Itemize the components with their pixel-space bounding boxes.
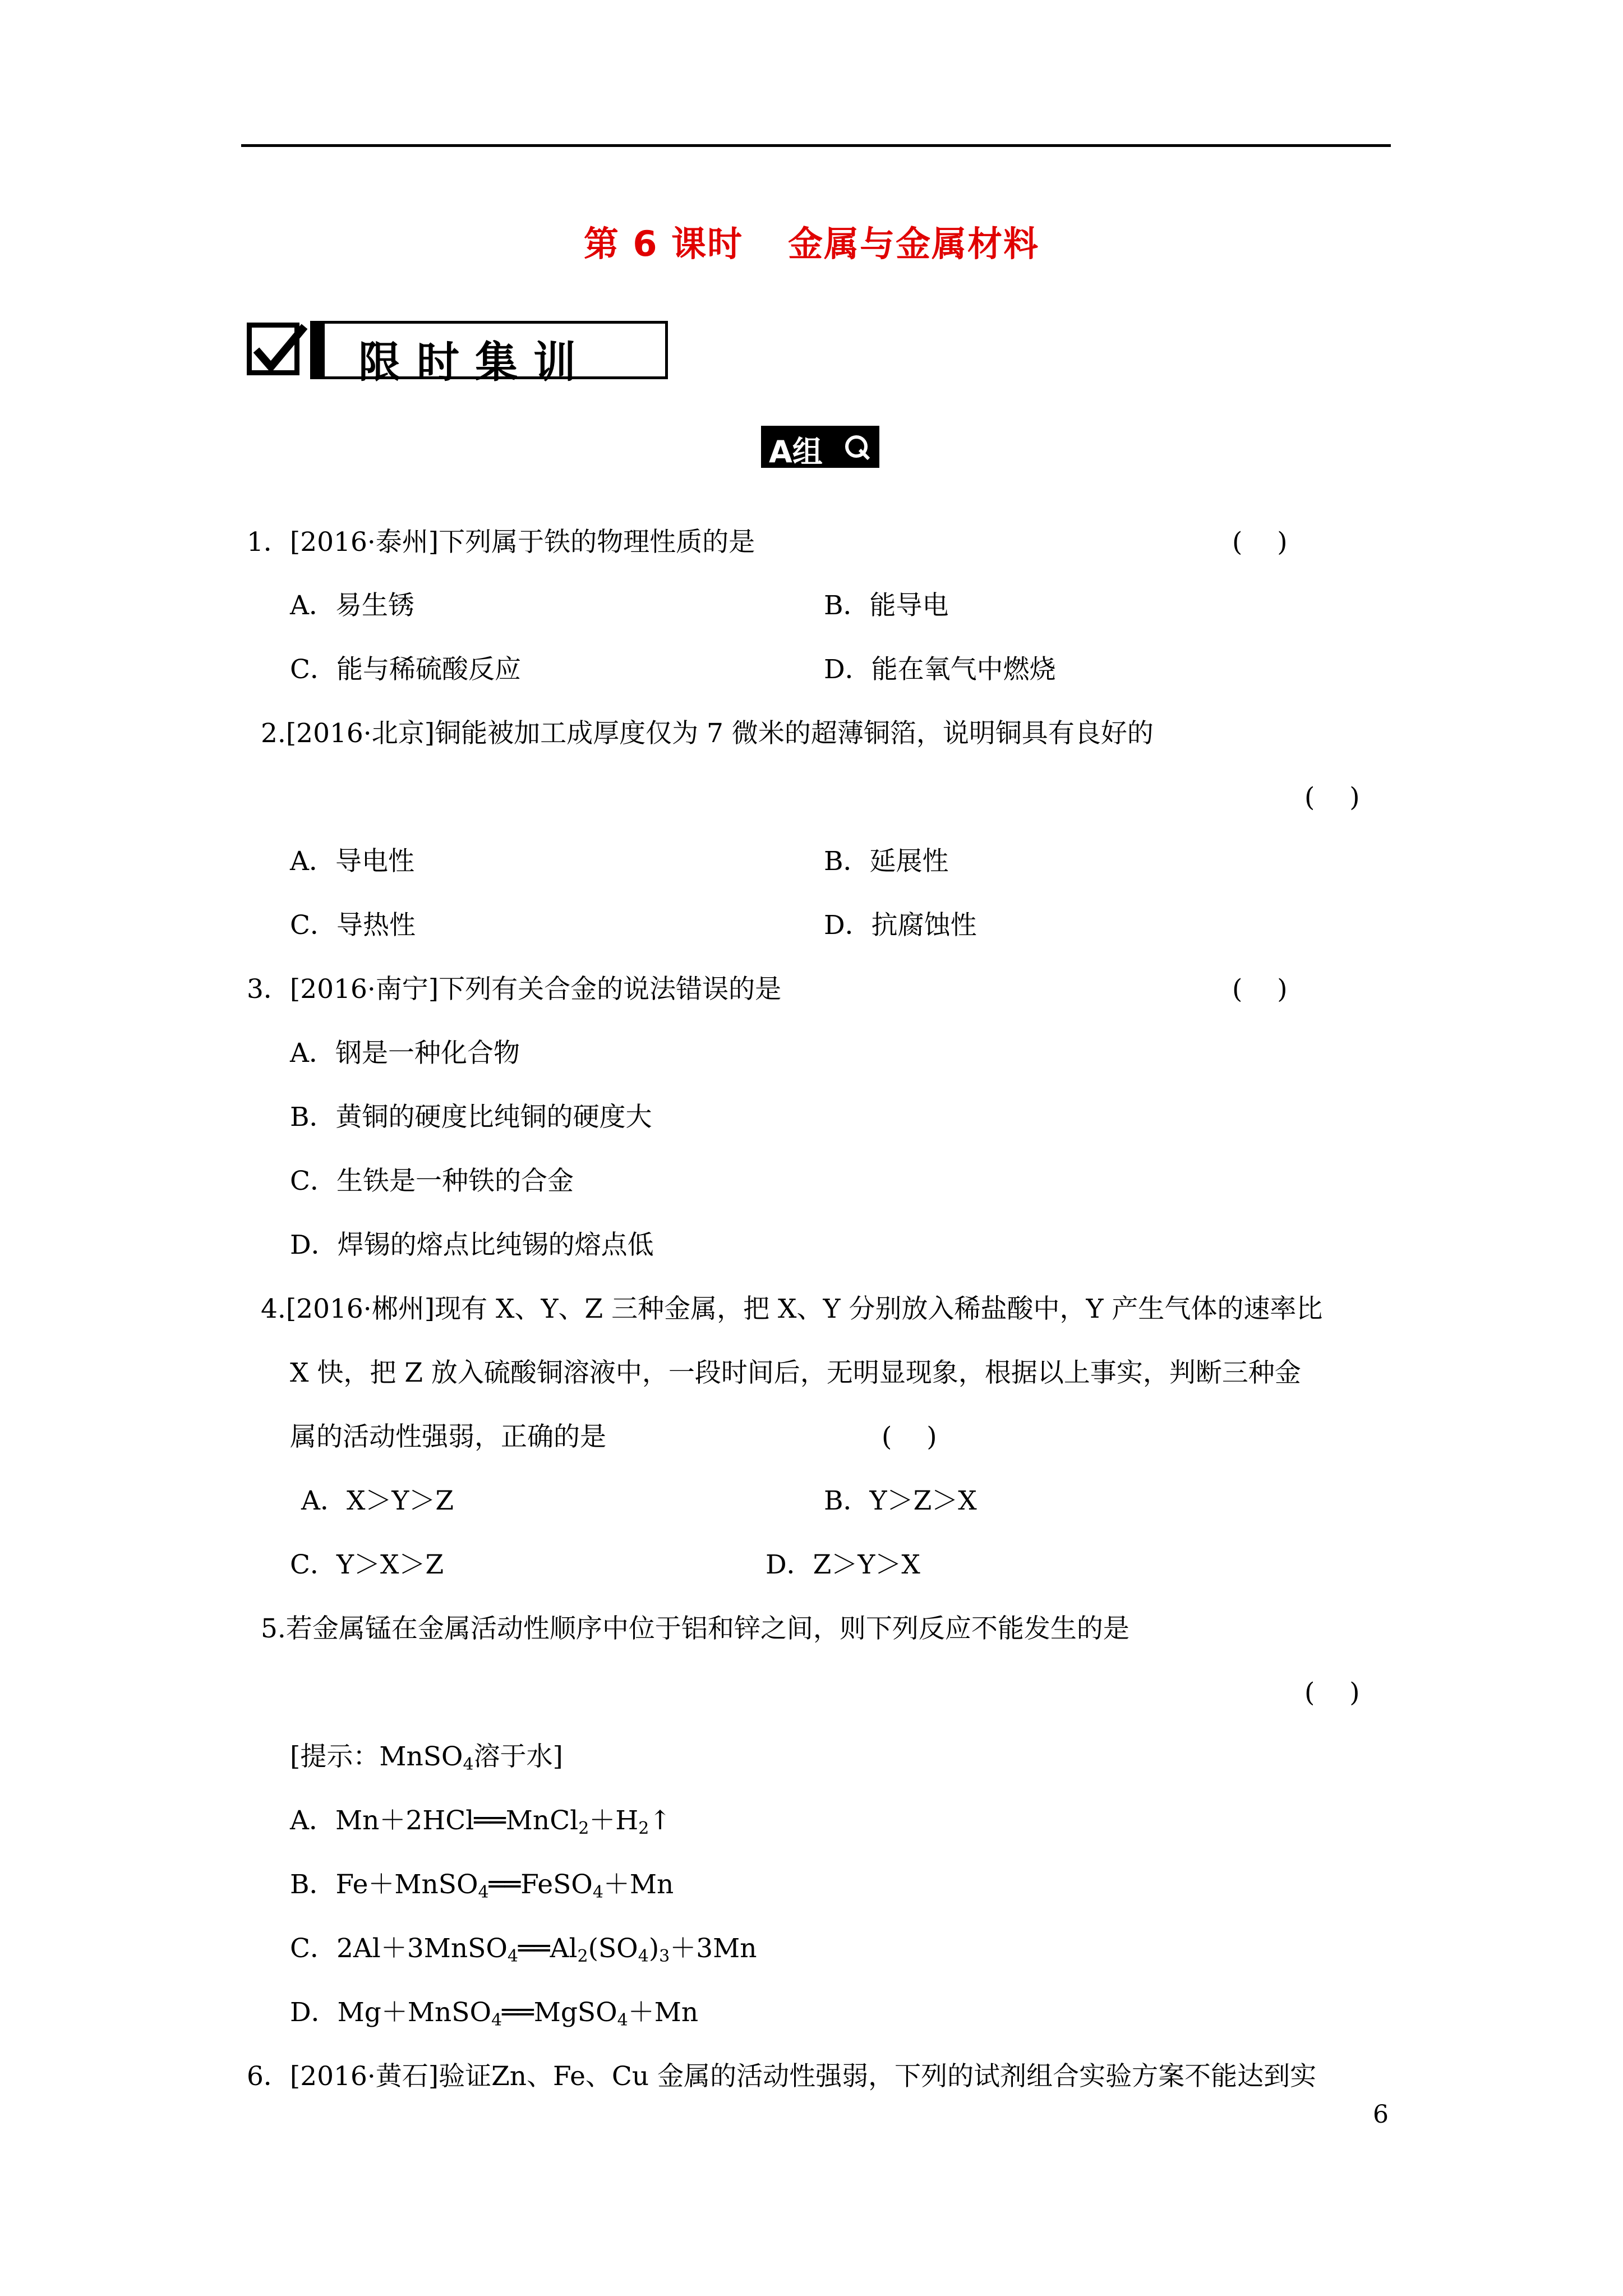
q1-option-a: A．易生锈 bbox=[290, 590, 414, 621]
q2-answer-blank: ( ) bbox=[1304, 782, 1360, 813]
q3-option-c: C．生铁是一种铁的合金 bbox=[290, 1166, 574, 1197]
q4-stem-line1: 4.[2016·郴州]现有 X、Y、Z 三种金属，把 X、Y 分别放入稀盐酸中，Y 产生气体的速率比 bbox=[261, 1294, 1323, 1324]
banner-divider bbox=[310, 321, 322, 379]
q6-stem: 6．[2016·黄石]验证Zn、Fe、Cu 金属的活动性强弱，下列的试剂组合实验方案不能达到实 bbox=[247, 2061, 1317, 2092]
q5-option-b: B．Fe＋MnSO$_4$══FeSO$_4$＋Mn bbox=[290, 1869, 674, 1902]
q4-option-a: A．X＞Y＞Z bbox=[301, 1485, 454, 1516]
page-title bbox=[0, 216, 1623, 266]
q3-option-d: D．焊锡的熔点比纯锡的熔点低 bbox=[290, 1230, 654, 1260]
q3-stem: 3．[2016·南宁]下列有关合金的说法错误的是 bbox=[247, 974, 782, 1005]
group-tag-label: A组 bbox=[769, 434, 823, 470]
q3-option-a: A．钢是一种化合物 bbox=[290, 1038, 520, 1069]
q3-answer-blank: ( ) bbox=[1232, 974, 1288, 1005]
q2-option-b: B．延展性 bbox=[824, 846, 949, 877]
q4-stem-line3: 属的活动性强弱，正确的是 bbox=[290, 1421, 606, 1452]
title-prefix: 第 6 课时 bbox=[583, 223, 744, 264]
q1-option-b: B．能导电 bbox=[824, 590, 949, 621]
q5-stem: 5.若金属锰在金属活动性顺序中位于铝和锌之间，则下列反应不能发生的是 bbox=[261, 1613, 1129, 1644]
q5-option-c: C．$2Al+3MnSO_4══Al_2(SO_4)_3+3Mn$ bbox=[290, 1933, 757, 1966]
magnifier-icon bbox=[843, 433, 872, 462]
q1-answer-blank: ( ) bbox=[1232, 527, 1288, 558]
q1-stem: 1．[2016·泰州]下列属于铁的物理性质的是 bbox=[247, 527, 755, 558]
header-rule bbox=[241, 144, 1391, 147]
section-banner bbox=[322, 321, 668, 387]
q4-option-d: D．Z＞Y＞X bbox=[766, 1549, 920, 1580]
title-main: 金属与金属材料 bbox=[788, 223, 1040, 264]
q2-option-c: C．导热性 bbox=[290, 910, 416, 941]
q3-option-b: B．黄铜的硬度比纯铜的硬度大 bbox=[290, 1102, 652, 1133]
q5-answer-blank: ( ) bbox=[1304, 1677, 1360, 1708]
q5-option-d: D．Mg＋MnSO$_4$══MgSO$_4$＋Mn bbox=[290, 1997, 699, 2030]
q2-stem: 2.[2016·北京]铜能被加工成厚度仅为 7 微米的超薄铜箔，说明铜具有良好的 bbox=[261, 718, 1154, 749]
q2-option-a: A．导电性 bbox=[290, 846, 414, 877]
q4-answer-blank: ( ) bbox=[882, 1421, 937, 1452]
group-tag bbox=[761, 426, 879, 468]
q1-option-c: C．能与稀硫酸反应 bbox=[290, 654, 521, 685]
q1-option-d: D．能在氧气中燃烧 bbox=[824, 654, 1056, 685]
q5-hint: [提示：MnSO$_4$溶于水] bbox=[290, 1741, 563, 1774]
page-number: 6 bbox=[1373, 2100, 1389, 2129]
banner-label: 限时集训 bbox=[358, 337, 592, 387]
q5-option-a: A．$Mn+2HCl══MnCl_2+H_2↑$ bbox=[290, 1805, 671, 1838]
q2-option-d: D．抗腐蚀性 bbox=[824, 910, 977, 941]
q4-option-c: C．Y＞X＞Z bbox=[290, 1549, 444, 1580]
q4-option-b: B．Y＞Z＞X bbox=[824, 1485, 977, 1516]
checkbox-checked-icon bbox=[247, 323, 299, 375]
q4-stem-line2: X 快，把 Z 放入硫酸铜溶液中，一段时间后，无明显现象，根据以上事实，判断三种金 bbox=[290, 1358, 1301, 1388]
